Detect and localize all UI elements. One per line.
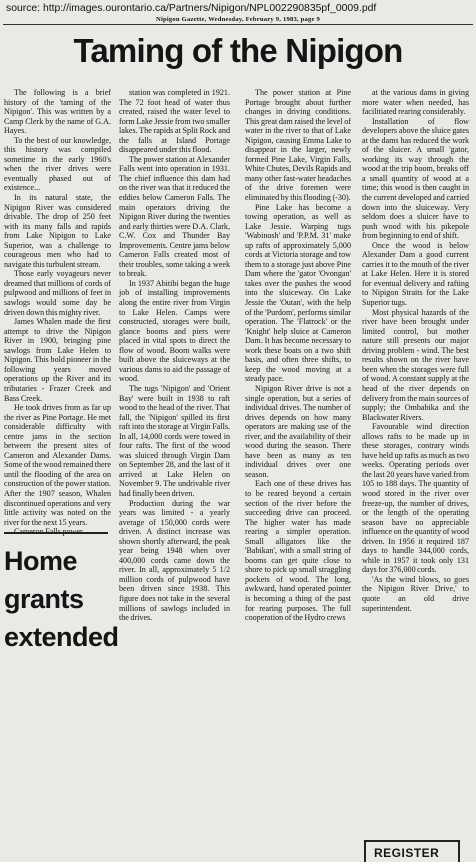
article-paragraph: at the various dams in giving more water when needed, has facilitiated rearing considerably. — [362, 88, 469, 117]
article-paragraph: Nipigon River drive is not a single operation, but a series of individual drives. The number of drives depends on how many operators are making use of the river, and the availability of their wood during the season. There have been as many as ten individual drives over one season. — [245, 383, 351, 479]
sidebar-headline — [4, 542, 119, 656]
masthead: Nipigon Gazette, Wednesday, February 9, 1983, page 9 — [156, 16, 320, 23]
article-paragraph: James Whalen made the first attempt to drive the Nipigon River in 1900, bringing pine sawlogs from Lake Helen to Nipigon. This bold pioneer in the following years moved operations up the River and its tributaries - Frazer Creek and Bass Creek. — [4, 317, 111, 403]
article-paragraph: Favourable wind direction allows rafts to be made up in these storages, contrary winds have held up rafts as much as two weeks. Operating periods over the last 20 years have varied from 105 to 188 days. The quantity of wood stored in the river over freeze-up, the number of drives, or the length of the operating season have no appreciable influence on the quantity of wood driven. In 1956 it required 187 days to handle 344,000 cords, while in 1957 it took only 131 days for 376,000 cords. — [362, 422, 469, 575]
article-paragraph: Each one of these drives has to be reared beyond a certain section of the river before the succeeding drive can proceed. The higher water has made rearing a simpler operation. Small alligators like the 'Babikan', with a small string of booms can get quite close to shore to pick up small straggling pockets of wood. The long, awkward, hand operated pointer is becoming a thing of the past for rearing purposes. The full cooperation of the Hydro crews — [245, 479, 351, 623]
article-paragraph: Those early voyageurs never dreamed that millions of cords of pulpwood and millions of feet in sawlogs would some day be driven down this mighty river. — [4, 269, 111, 317]
article-paragraph: 'As the wind blows, so goes the Nipigon River Drive,' to quote an old drive superintendent. — [362, 574, 469, 613]
article-column-3 — [245, 88, 351, 838]
article-paragraph: Production during the war years was limited - a yearly average of 150,000 cords were driven. A distinct increase was shown shortly afterward, the peak year being 1948 when over 400,000 cords came down the river. In all, approximately 5 1/2 million cords of pulpwood have been driven since 1938. This figure does not take in the several millions of sawlogs included in the drives. — [119, 498, 230, 623]
sidebar-headline-line: Home — [4, 546, 78, 576]
article-paragraph: Installation of flow developers above the sluice gates at the dams has reduced the work of the sluicer. A small 'gator, working its way through the wood at the trip boom, breaks off a small quantity of wood at a time; this wood is then caught in the current developed and carried down into the sluiceway. Very seldom does a sluicer have to push wood with his pikepole from beginning to end of shift. — [362, 116, 469, 241]
article-paragraph: The following is a brief history of the 'taming of the Nipigon'. This was written by a Camp Clerk by the name of G.A. Hayes. — [4, 88, 111, 136]
sidebar-rule — [4, 532, 108, 534]
article-column-2 — [119, 88, 230, 840]
sidebar-headline-line: extended — [4, 622, 119, 652]
article-paragraph: The power station at Pine Portage brought about further changes in driving conditions. This great dam raised the level of water in the river to that of Lake Nipigon, causing Emma Lake to disappear in the larger, newly formed Pine Lake, Virgin Falls, White Chutes, Devils Rapids and many other fast-water headaches of the drive foremen were eliminated by this flooding (-30). — [245, 88, 351, 203]
article-paragraph: In its natural state, the Nipigon River was considered drivable. The drop of 250 feet with its many falls and rapids from Lake Nipigon to Lake Superior, was a challenge to courageous men who had to navigate this turbulent stream. — [4, 193, 111, 269]
article-paragraph: The tugs 'Nipigon' and 'Orient Bay' were built in 1938 to raft wood to the head of the river. That fall, the 'Nipigon' spilled its first raft into the storage at Virgin Falls. In all, 14,000 cords were towed in four rafts. The first of the wood was sluiced through Virgin Dam on September 28, and the last of it arrived at Lake Helen on November 9. The undrivable river had finally been driven. — [119, 383, 230, 498]
article-paragraph: Once the wood is below Alexander Dam a good current carries it to the mouth of the river at Lake Helen. Here it is stored for eventual delivery and rafting to Nipigon Straits for the Lake Superior tugs. — [362, 240, 469, 308]
register-ad-box — [364, 840, 460, 862]
article-paragraph: The power station at Alexander Falls went into operation in 1931. The chief influence this dam had on the river was that it reduced the eddies below Cameron Falls. The main operators driving the Nipigon River during the twenties and early thirties were D.A. Clark, C.W. Cox and Thunder Bay Improvements. Centre jams below Cameron Falls created most of their troubles, some taking a week to break. — [119, 154, 230, 279]
source-url: source: http://images.ourontario.ca/Partners/Nipigon/NPL002290835pf_0009.pdf — [6, 3, 377, 14]
article-paragraph: In 1937 Abitibi began the huge job of installing improvements along the entire river from Virgin to Lake Helen. Camps were constructed, storages were built, glance booms and piers were placed in vital spots to direct the flow of wood. Boom walks were built above the sluiceways at the various dams to aid the passage of wood. — [119, 278, 230, 384]
article-paragraph: To the best of our knowledge, this history was compiled sometime in the early 1960's when the river drives were eventually phased out of existence... — [4, 135, 111, 193]
article-paragraph: He took drives from as far up the river as Pine Portage. He met considerable difficulty with centre jams in the section between the present sites of Cameron and Alexander Dams. Some of the wood remained there until the flooding of the area on construction of the power station. After the 1907 season, Whalen discontinued operations and very little activity was noted on the river for the next 15 years. — [4, 403, 111, 527]
article-column-4 — [362, 88, 469, 848]
article-column-1 — [4, 88, 111, 528]
article-paragraph: station was completed in 1921. The 72 foot head of water thus created, raised the water level to form Lake Jessie from two smaller lakes. The rapids at Split Rock and the falls at Island Portage disappeared under this flood. — [119, 88, 230, 155]
sidebar-headline-line: grants — [4, 584, 84, 614]
article-paragraph: Most physical hazards of the river have been brought under limited control, but mother nature still presents our major driving problem - wind. The best results shown on the river have been when the storages were full of wood. A constant supply at the head of the river depends on delivery from the main sources of supply; the Ombabika and the Blackwater Rivers. — [362, 307, 469, 422]
article-paragraph: Pine Lake has become a towing operation, as well as Lake Jessie. Warping tugs 'Wabinosh' and 'P.P.M. 31' make up rafts of approximately 5,000 cords at Victoria storage and tow them to a storage just above Pine Dam where the 'gator 'Ovongan' takes over the pushes the wood into the sluiceway. On Lake Jessie the 'Outan', with the help of the 'Purdom', performs similar operation. The 'Flatrock' or the 'Knight' help sluice at Cameron Dam. It has become necessary to work these boats on a two shift basis, and often three shifts, to keep the wood moving at a steady pace. — [245, 202, 351, 384]
register-label: REGISTER — [374, 846, 440, 860]
page-title: Taming of the Nipigon — [73, 32, 403, 69]
masthead-rule — [3, 24, 473, 25]
